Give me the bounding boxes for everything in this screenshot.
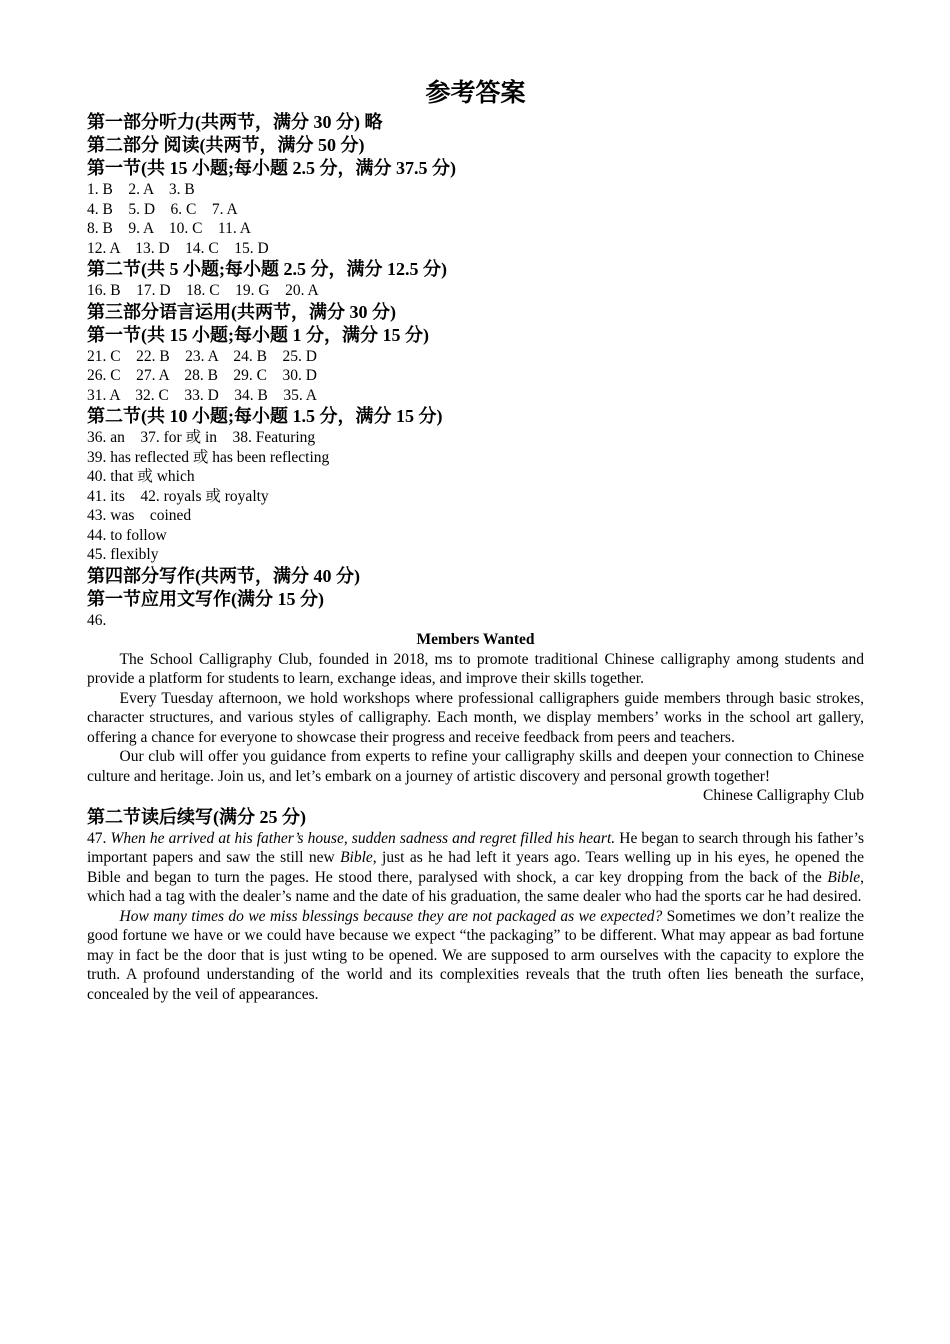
answer-line: 16. B 17. D 18. C 19. G 20. A — [87, 282, 319, 299]
italic-word: Bible — [340, 849, 373, 866]
answer-key-page — [87, 78, 864, 1004]
essay-title: Members Wanted — [416, 631, 535, 648]
part2-section2-heading: 第二节(共 5 小题;每小题 2.5 分，满分 12.5 分) — [87, 259, 447, 279]
answer-line: 12. A 13. D 14. C 15. D — [87, 239, 269, 257]
part4-heading: 第四部分写作(共两节，满分 40 分) — [87, 565, 360, 586]
answer-line: 43. was coined — [87, 507, 192, 524]
answer-line: 31. A 32. C 33. D 34. B 35. A — [87, 386, 317, 404]
essay-paragraph: Every Tuesday afternoon, we hold workshops where professional calligraphers guide members through basic strokes, character structures, and various styles of calligraphy. Each month, we display members’ works in the school art gallery, offering a chance for everyone to showcase their progress and receive feedback from peers and teachers. — [87, 689, 864, 746]
essay-signature: Chinese Calligraphy Club — [702, 787, 864, 804]
answer-line: 8. B 9. A 10. C 11. A — [87, 220, 251, 237]
essay-paragraph: Our club will offer you guidance from experts to refine your calligraphy skills and deepen your connection to Chinese culture and heritage. Join us, and let’s embark on a journey of artistic discovery and personal growth together! — [87, 748, 864, 785]
answer-line: 4. B 5. D 6. C 7. A — [87, 200, 238, 218]
italic-word: Bible — [827, 868, 861, 886]
part3-section2-heading: 第二节(共 10 小题;每小题 1.5 分，满分 15 分) — [87, 406, 443, 426]
answer-line: 21. C 22. B 23. A 24. B 25. D — [87, 347, 317, 365]
text-run: He began to search through his father’s important papers and saw the still new — [87, 829, 865, 866]
given-opening-sentence: How many times do we miss blessings because they are not packaged as we expected? — [119, 907, 663, 925]
answer-line: 44. to follow — [87, 526, 167, 544]
answer-line: 36. an 37. for 或 in 38. Featuring — [87, 429, 316, 446]
part3-section1-heading: 第一节(共 15 小题;每小题 1 分，满分 15 分) — [87, 324, 429, 345]
part3-heading: 第三部分语言运用(共两节，满分 30 分) — [87, 301, 396, 322]
text-run: Sometimes we don’t realize the good fortune we have or we could have because we expect “the packaging” to be different. What may appear as bad fortune may in fact be the door that is just wting to be opened. We are supposed to arm ourselves with the capacity to explore the truth. A profound understanding of the world and its complexities reveals that the truth often lies beneath the surface, concealed by the veil of appearances. — [87, 907, 864, 1003]
text-run: , just as he had left it years ago. Tears welling up in his eyes, he opened the Bible and began to turn the pages. He stood there, paralysed with shock, a car key dropping from the back of the — [87, 849, 864, 886]
part1-heading: 第一部分听力(共两节，满分 30 分) 略 — [87, 112, 383, 132]
answer-line: 45. flexibly — [87, 546, 159, 563]
question-number: 47. — [87, 829, 107, 847]
answer-line: 41. its 42. royals 或 royalty — [87, 487, 269, 505]
answer-line: 1. B 2. A 3. B — [87, 181, 195, 198]
part4-section2-heading: 第二节读后续写(满分 25 分) — [87, 806, 306, 827]
question-number: 46. — [87, 611, 107, 629]
continuation-paragraph-1 — [87, 829, 864, 907]
answer-line: 26. C 27. A 28. B 29. C 30. D — [87, 367, 317, 384]
answer-line: 40. that 或 which — [87, 468, 195, 485]
continuation-paragraph-2 — [87, 907, 864, 1005]
page-title: 参考答案 — [425, 80, 526, 107]
part2-section1-heading: 第一节(共 15 小题;每小题 2.5 分，满分 37.5 分) — [87, 158, 456, 178]
answer-line: 39. has reflected 或 has been reflecting — [87, 448, 330, 466]
part4-section1-heading: 第一节应用文写作(满分 15 分) — [87, 588, 324, 609]
given-opening-sentence: When he arrived at his father’s house, sudden sadness and regret filled his heart. — [110, 829, 616, 847]
text-run: , which had a tag with the dealer’s name and the date of his graduation, the same dealer who had the sports car he had desired. — [87, 868, 864, 905]
essay-paragraph: The School Calligraphy Club, founded in 2018, ms to promote traditional Chinese calligraphy among students and provide a platform for students to learn, exchange ideas, and improve their skills together. — [87, 650, 864, 687]
part2-heading: 第二部分 阅读(共两节，满分 50 分) — [87, 135, 365, 155]
